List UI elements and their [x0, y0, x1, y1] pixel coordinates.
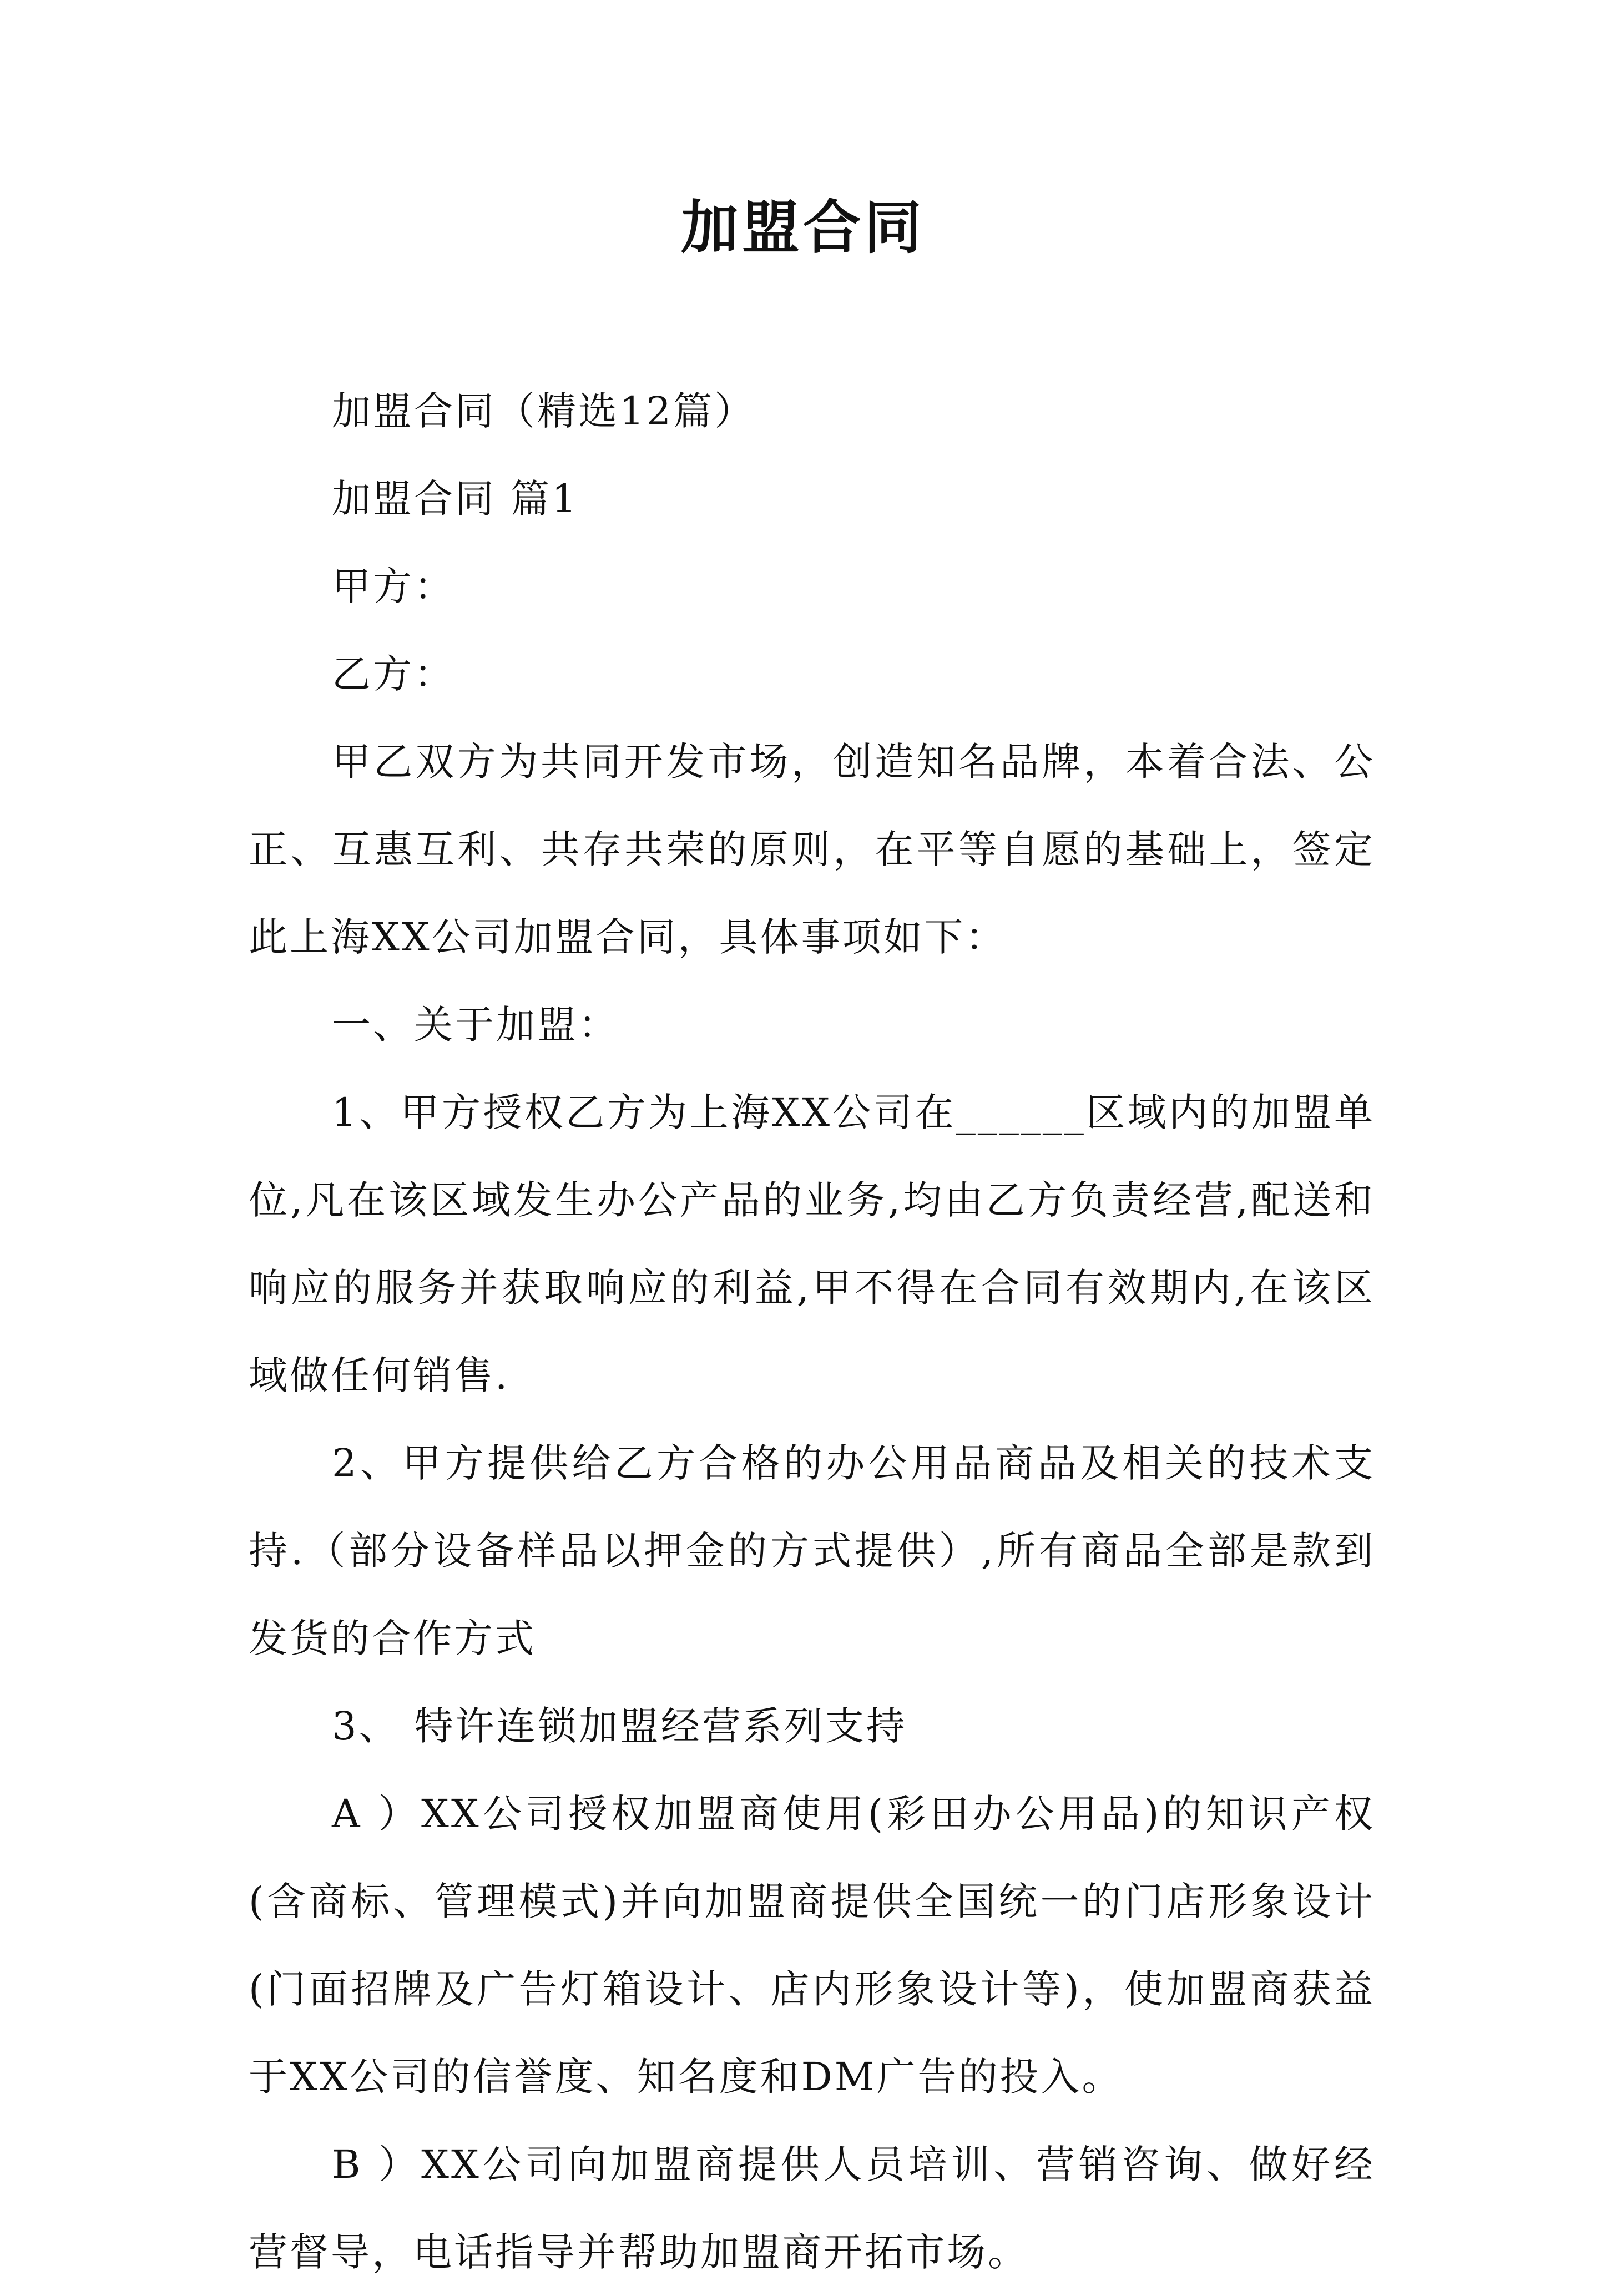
- paragraph-clause-heading: 一、关于加盟：: [332, 1002, 619, 1048]
- paragraph-clause-3b: B ）XX公司向加盟商提供人员培训、营销咨询、做好经营督导，电话指导并帮助加盟商开拓市场。: [249, 2142, 1375, 2275]
- paragraph-preamble: 甲乙双方为共同开发市场，创造知名品牌，本着合法、公正、互惠互利、共存共荣的原则，在平等自愿的基础上，签定此上海XX公司加盟合同，具体事项如下：: [249, 739, 1375, 960]
- paragraph-clause-3a: A ）XX公司授权加盟商使用(彩田办公用品)的知识产权(含商标、管理模式)并向加盟商提供全国统一的门店形象设计(门面招牌及广告灯箱设计、店内形象设计等)，使加盟商获益于XX公司的信誉度、知名度和DM广告的投入。: [249, 1791, 1375, 2100]
- paragraph-clause-1: 1、甲方授权乙方为上海XX公司在______区域内的加盟单位,凡在该区域发生办公产品的业务,均由乙方负责经营,配送和响应的服务并获取响应的利益,甲不得在合同有效期内,在该区域做任何销售.: [249, 1090, 1375, 1398]
- paragraph-clause-2: 2、甲方提供给乙方合格的办公用品商品及相关的技术支持.（部分设备样品以押金的方式提供）,所有商品全部是款到发货的合作方式: [249, 1440, 1375, 1661]
- paragraph-party-b: 乙方：: [332, 651, 455, 697]
- paragraph-subtitle: 加盟合同（精选12篇）: [332, 388, 756, 434]
- paragraph-section-heading: 加盟合同 篇1: [332, 476, 579, 522]
- paragraph-clause-3: 3、 特许连锁加盟经营系列支持: [332, 1703, 907, 1749]
- paragraph-party-a: 甲方：: [332, 564, 455, 609]
- document-body: [249, 367, 1375, 2296]
- document-title: 加盟合同: [680, 193, 925, 261]
